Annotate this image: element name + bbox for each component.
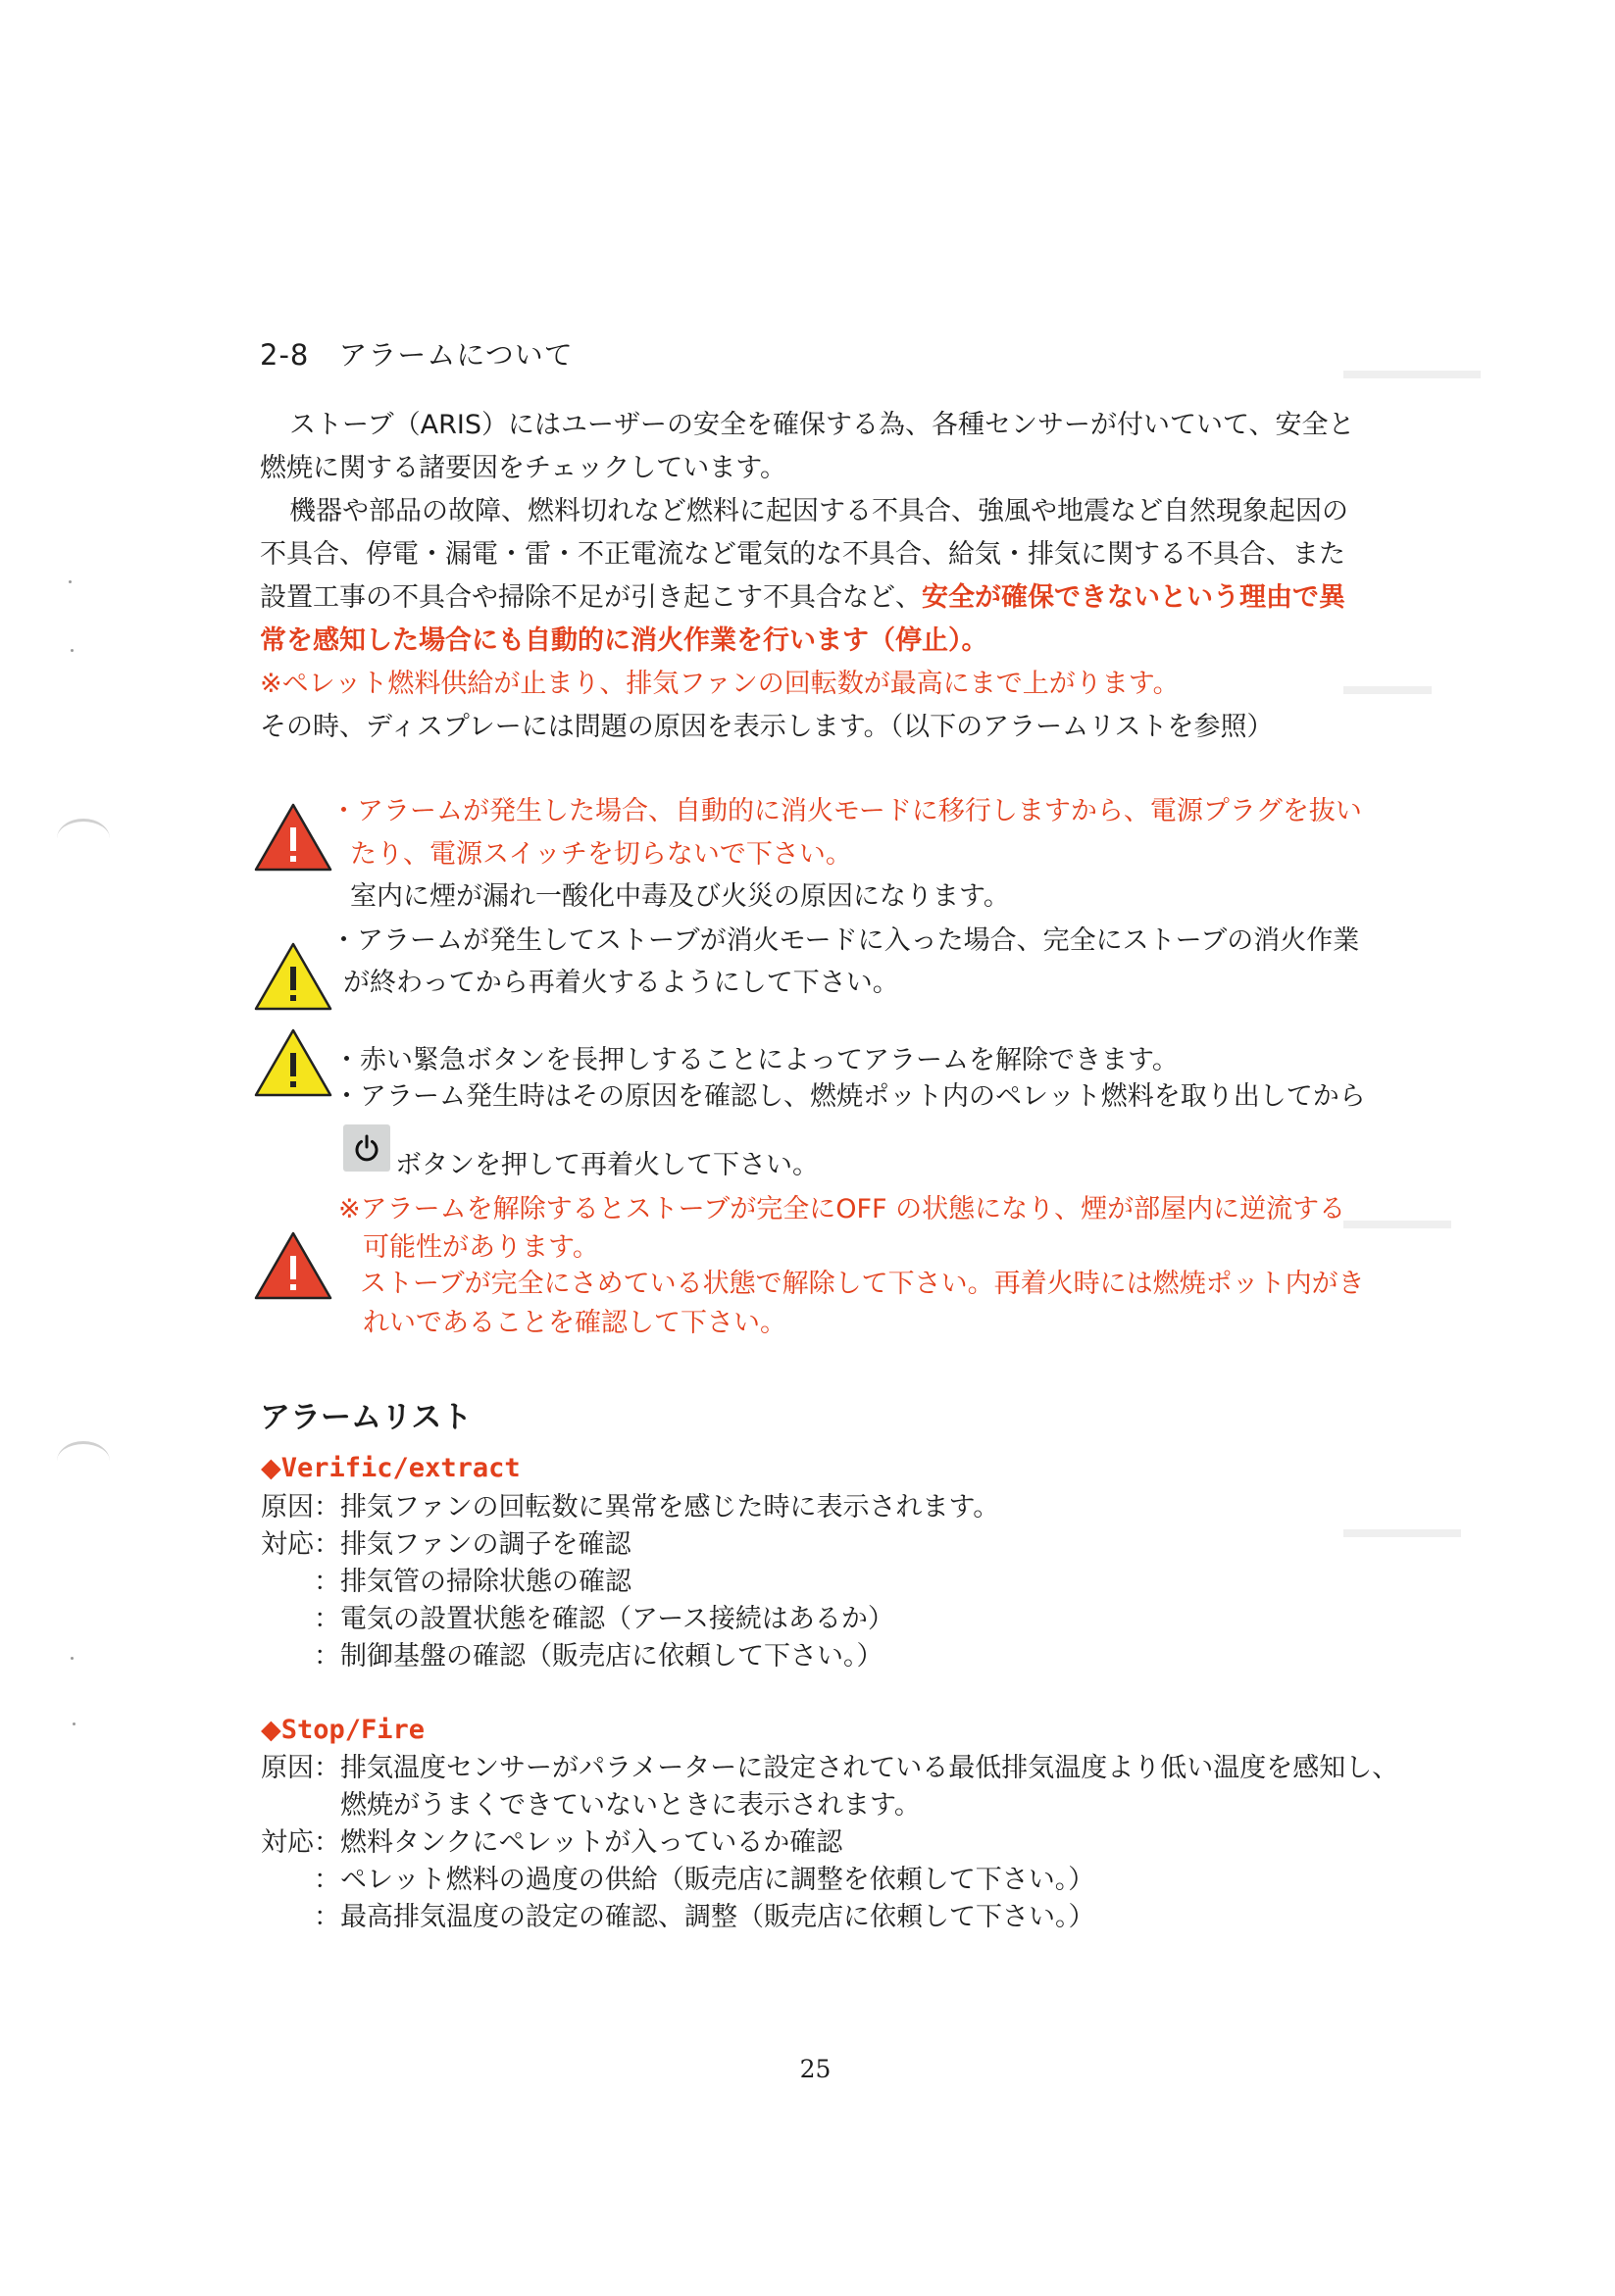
alarm-action: ：排気管の掃除状態の確認 [314, 1567, 631, 1597]
section-title: 2-8 アラームについて [260, 338, 574, 372]
alarm-action: ：最高排気温度の設定の確認、調整（販売店に依頼して下さい。） [314, 1902, 1095, 1932]
warning-text: ※アラームを解除するとストーブが完全にOFF の状態になり、煙が部屋内に逆流する [338, 1194, 1346, 1224]
warning-triangle-yellow-icon [253, 941, 333, 1012]
alarm-action: 対応：燃料タンクにペレットが入っているか確認 [261, 1827, 843, 1858]
warning-triangle-red-icon [253, 802, 333, 873]
scan-speck [71, 649, 74, 652]
warning-text: たり、電源スイッチを切らないで下さい。 [350, 839, 852, 870]
intro-text-normal: 設置工事の不具合や掃除不足が引き起こす不具合など、 [260, 582, 922, 613]
warning-text: 可能性があります。 [363, 1232, 599, 1263]
warning-text: ・アラームが発生した場合、自動的に消火モードに移行しますから、電源プラグを抜い [330, 796, 1362, 826]
alarm-name: Verific/extract [280, 1453, 521, 1483]
page-number: 25 [799, 2055, 832, 2083]
alarm-name: Stop/Fire [280, 1715, 426, 1745]
bleed-through [1343, 371, 1481, 378]
scan-speck [73, 1722, 76, 1725]
diamond-marker: ◆ [261, 1453, 281, 1483]
intro-note: ※ペレット燃料供給が止まり、排気ファンの回転数が最高にまで上がります。 [260, 669, 1180, 699]
alarm-heading [261, 1453, 521, 1483]
intro-line [260, 576, 1368, 620]
warning-text: 室内に煙が漏れ一酸化中毒及び火災の原因になります。 [350, 881, 1010, 912]
bleed-through [1343, 1529, 1461, 1537]
bleed-through [1343, 1221, 1451, 1228]
binder-hole [57, 1441, 110, 1481]
warning-text: ストーブが完全にさめている状態で解除して下さい。再着火時には燃焼ポット内がき [360, 1269, 1365, 1299]
alarm-action: ：ペレット燃料の過度の供給（販売店に調整を依頼して下さい。） [314, 1865, 1095, 1895]
alarm-cause: 原因：排気温度センサーがパラメーターに設定されている最低排気温度より低い温度を感知し、 [261, 1753, 1399, 1783]
alarm-cause: 原因：排気ファンの回転数に異常を感じた時に表示されます。 [261, 1492, 1000, 1522]
warning-triangle-red-icon [253, 1230, 333, 1301]
intro-line: 燃焼に関する諸要因をチェックしています。 [260, 453, 787, 483]
alarm-action: ：制御基盤の確認（販売店に依頼して下さい。） [314, 1641, 883, 1672]
intro-text [260, 404, 1368, 749]
intro-line: 不具合、停電・漏電・雷・不正電流など電気的な不具合、給気・排気に関する不具合、また [260, 539, 1345, 570]
intro-line: 機器や部品の故障、燃料切れなど燃料に起因する不具合、強風や地震など自然現象起因の [289, 496, 1348, 526]
scan-speck [71, 1657, 74, 1660]
warning-text: が終わってから再着火するようにして下さい。 [343, 968, 899, 998]
warning-text: れいであることを確認して下さい。 [363, 1308, 786, 1338]
warning-text: ・アラームが発生してストーブが消火モードに入った場合、完全にストーブの消火作業 [330, 925, 1360, 956]
warning-text: ・アラーム発生時はその原因を確認し、燃焼ポット内のペレット燃料を取り出してから [333, 1081, 1366, 1112]
power-icon [351, 1132, 382, 1164]
warning-triangle-yellow-icon [253, 1027, 333, 1098]
intro-line: ストーブ（ARIS）にはユーザーの安全を確保する為、各種センサーが付いていて、安全と [289, 410, 1355, 440]
alarm-cause: 燃焼がうまくできていないときに表示されます。 [340, 1790, 921, 1821]
warning-text: ボタンを押して再着火して下さい。 [395, 1150, 819, 1180]
alarm-heading [261, 1715, 425, 1745]
binder-hole [57, 819, 110, 859]
warning-text: ・赤い緊急ボタンを長押しすることによってアラームを解除できます。 [333, 1045, 1179, 1075]
alarm-action: 対応：排気ファンの調子を確認 [261, 1529, 631, 1560]
diamond-marker: ◆ [261, 1715, 281, 1745]
alarm-action: ：電気の設置状態を確認（アース接続はあるか） [314, 1604, 894, 1634]
intro-line: その時、ディスプレーには問題の原因を表示します。（以下のアラームリストを参照） [260, 712, 1274, 742]
alarm-list-title: アラームリスト [260, 1400, 473, 1435]
scan-speck [69, 580, 72, 583]
intro-text-highlight: 常を感知した場合にも自動的に消火作業を行います（停止）。 [260, 625, 988, 656]
intro-text-highlight: 安全が確保できないという理由で異 [922, 582, 1345, 613]
power-button-illustration [343, 1124, 390, 1172]
